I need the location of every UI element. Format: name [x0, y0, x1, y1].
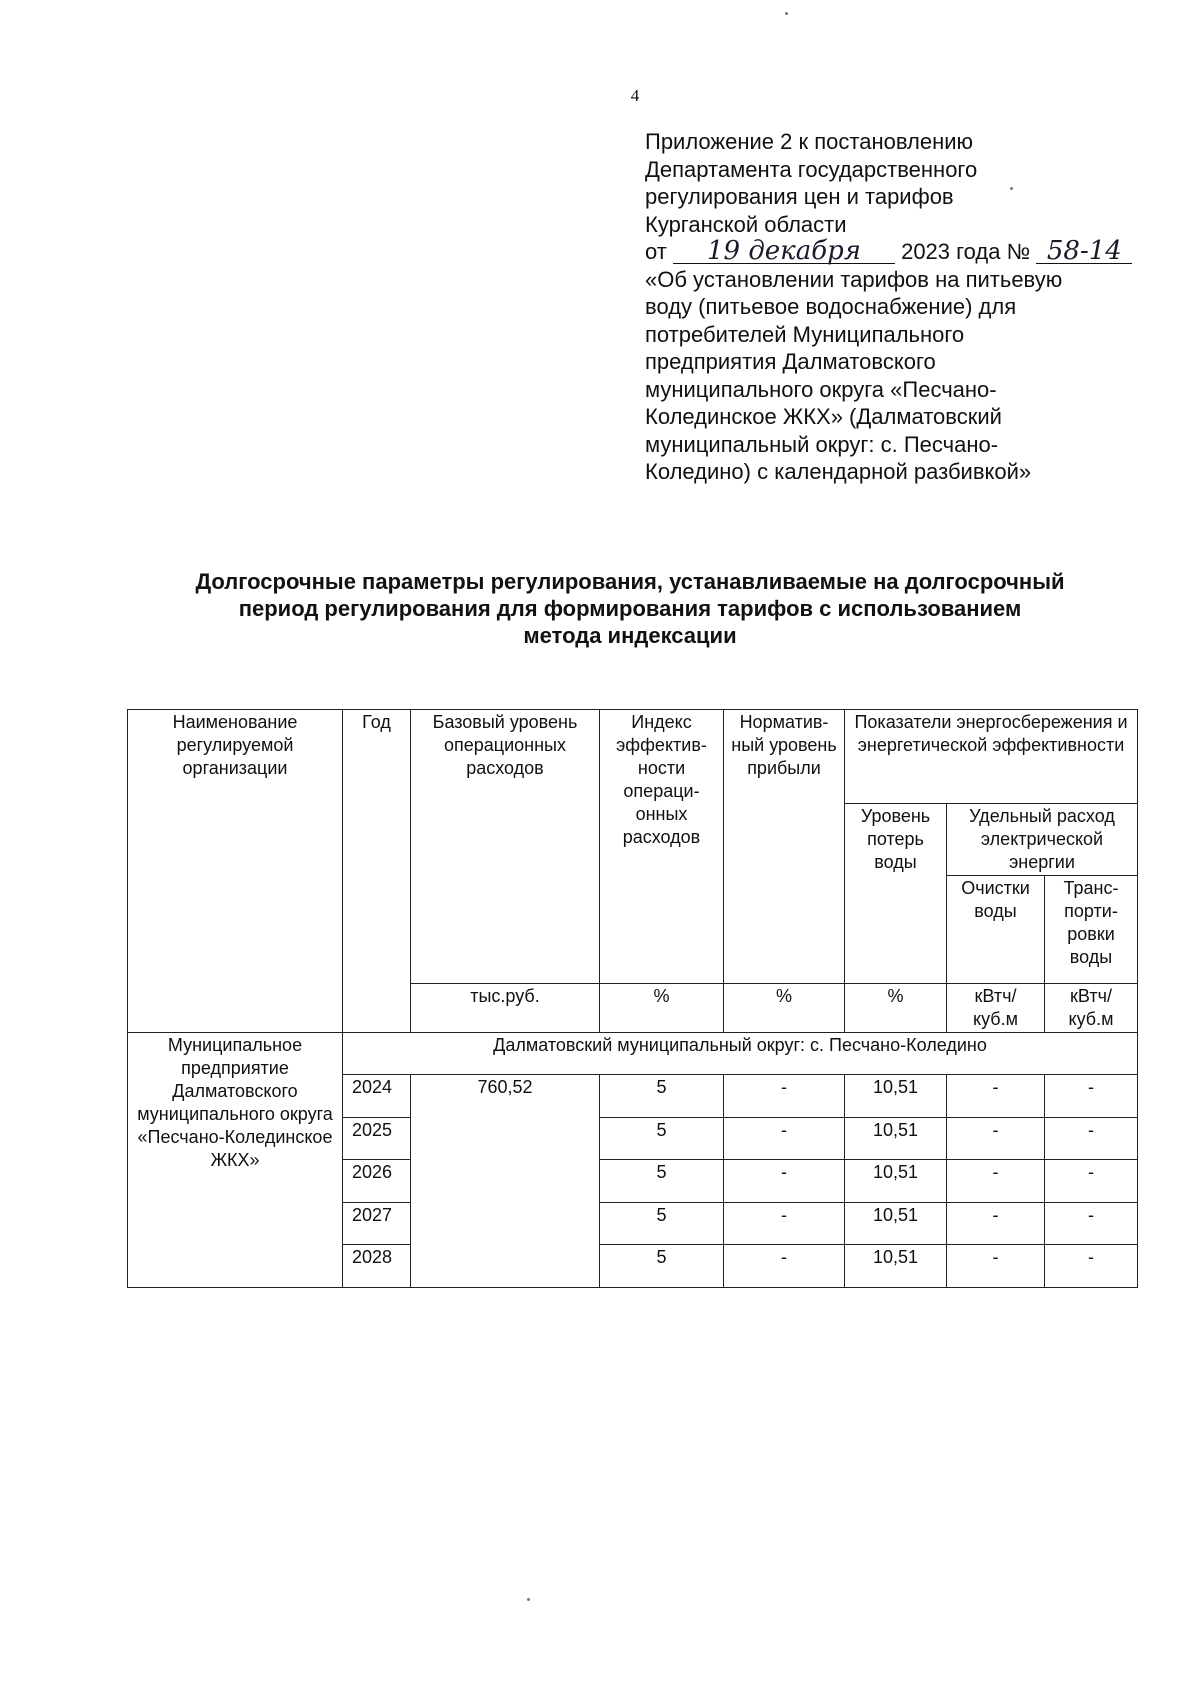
cleaning-cell: - — [947, 1245, 1045, 1288]
appendix-line: Департамента государственного — [645, 156, 978, 182]
index-cell: 5 — [600, 1245, 724, 1288]
cleaning-cell: - — [947, 1075, 1045, 1118]
appendix-line: Курганской области — [645, 211, 847, 237]
handwritten-date: 19 декабря — [673, 239, 895, 264]
transport-cell: - — [1045, 1075, 1138, 1118]
year-cell: 2026 — [343, 1160, 411, 1203]
region-cell: Далматовский муниципальный округ: с. Песчано-Коледино — [343, 1033, 1138, 1075]
appendix-line: муниципального округа «Песчано- — [645, 376, 997, 402]
base-value-cell: 760,52 — [411, 1075, 600, 1288]
appendix-line: регулирования цен и тарифов — [645, 184, 954, 209]
year-text: 2023 года № — [901, 239, 1031, 264]
header-profit: Норматив-ный уровень прибыли — [724, 710, 845, 984]
header-transport: Транс-порти-ровки воды — [1045, 876, 1138, 984]
appendix-line: муниципальный округ: с. Песчано- — [645, 431, 999, 457]
header-org: Наименование регулируемой организации — [128, 710, 343, 1033]
appendix-date-line — [645, 238, 1165, 266]
header-cleaning: Очистки воды — [947, 876, 1045, 984]
appendix-line: потребителей Муниципального — [645, 321, 965, 347]
year-cell: 2025 — [343, 1118, 411, 1160]
appendix-line: Коледино) с календарной разбивкой» — [645, 459, 1032, 484]
cleaning-cell: - — [947, 1160, 1045, 1203]
appendix-line: воду (питьевое водоснабжение) для — [645, 294, 1017, 319]
header-year: Год — [343, 710, 411, 1033]
title-line: период регулирования для формирования тарифов с использованием — [238, 596, 1022, 621]
transport-cell: - — [1045, 1118, 1138, 1160]
appendix-header — [645, 128, 1165, 486]
unit-index: % — [600, 984, 724, 1033]
profit-cell: - — [724, 1075, 845, 1118]
header-specific: Удельный расход электрической энергии — [947, 804, 1138, 876]
losses-cell: 10,51 — [845, 1203, 947, 1245]
cleaning-cell: - — [947, 1203, 1045, 1245]
index-cell: 5 — [600, 1203, 724, 1245]
handwritten-number: 58-14 — [1036, 239, 1132, 264]
index-cell: 5 — [600, 1118, 724, 1160]
unit-profit: % — [724, 984, 845, 1033]
transport-cell: - — [1045, 1245, 1138, 1288]
year-cell: 2024 — [343, 1075, 411, 1118]
losses-cell: 10,51 — [845, 1160, 947, 1203]
index-cell: 5 — [600, 1075, 724, 1118]
document-title — [120, 568, 1140, 649]
losses-cell: 10,51 — [845, 1118, 947, 1160]
title-line: метода индексации — [523, 623, 737, 648]
appendix-line: Приложение 2 к постановлению — [645, 129, 974, 154]
unit-cleaning: кВтч/ куб.м — [947, 984, 1045, 1033]
header-energy: Показатели энергосбережения и энергетической эффективности — [845, 710, 1138, 804]
profit-cell: - — [724, 1245, 845, 1288]
year-cell: 2027 — [343, 1203, 411, 1245]
transport-cell: - — [1045, 1203, 1138, 1245]
scan-speck — [527, 1598, 530, 1601]
cleaning-cell: - — [947, 1118, 1045, 1160]
losses-cell: 10,51 — [845, 1245, 947, 1288]
header-losses: Уровень потерь воды — [845, 804, 947, 984]
appendix-line: Колединское ЖКХ» (Далматовский — [645, 404, 1002, 429]
appendix-line: «Об установлении тарифов на питьевую — [645, 266, 1063, 292]
unit-base: тыс.руб. — [411, 984, 600, 1033]
scan-speck — [785, 12, 788, 15]
page-number: 4 — [630, 86, 640, 105]
parameters-table — [127, 709, 1138, 1288]
scan-speck — [1010, 187, 1013, 190]
unit-transport: кВтч/ куб.м — [1045, 984, 1138, 1033]
profit-cell: - — [724, 1118, 845, 1160]
profit-cell: - — [724, 1160, 845, 1203]
losses-cell: 10,51 — [845, 1075, 947, 1118]
profit-cell: - — [724, 1203, 845, 1245]
date-prefix: от — [645, 239, 667, 264]
unit-losses: % — [845, 984, 947, 1033]
title-line: Долгосрочные параметры регулирования, устанавливаемые на долгосрочный — [195, 569, 1065, 594]
transport-cell: - — [1045, 1160, 1138, 1203]
appendix-line: предприятия Далматовского — [645, 349, 936, 374]
header-base: Базовый уровень операционных расходов — [411, 710, 600, 984]
index-cell: 5 — [600, 1160, 724, 1203]
year-cell: 2028 — [343, 1245, 411, 1288]
org-name-cell: Муниципальное предприятие Далматовского муниципального округа «Песчано-Колединское ЖКХ» — [128, 1033, 343, 1288]
header-index: Индекс эффектив-ности операци-онных расходов — [600, 710, 724, 984]
